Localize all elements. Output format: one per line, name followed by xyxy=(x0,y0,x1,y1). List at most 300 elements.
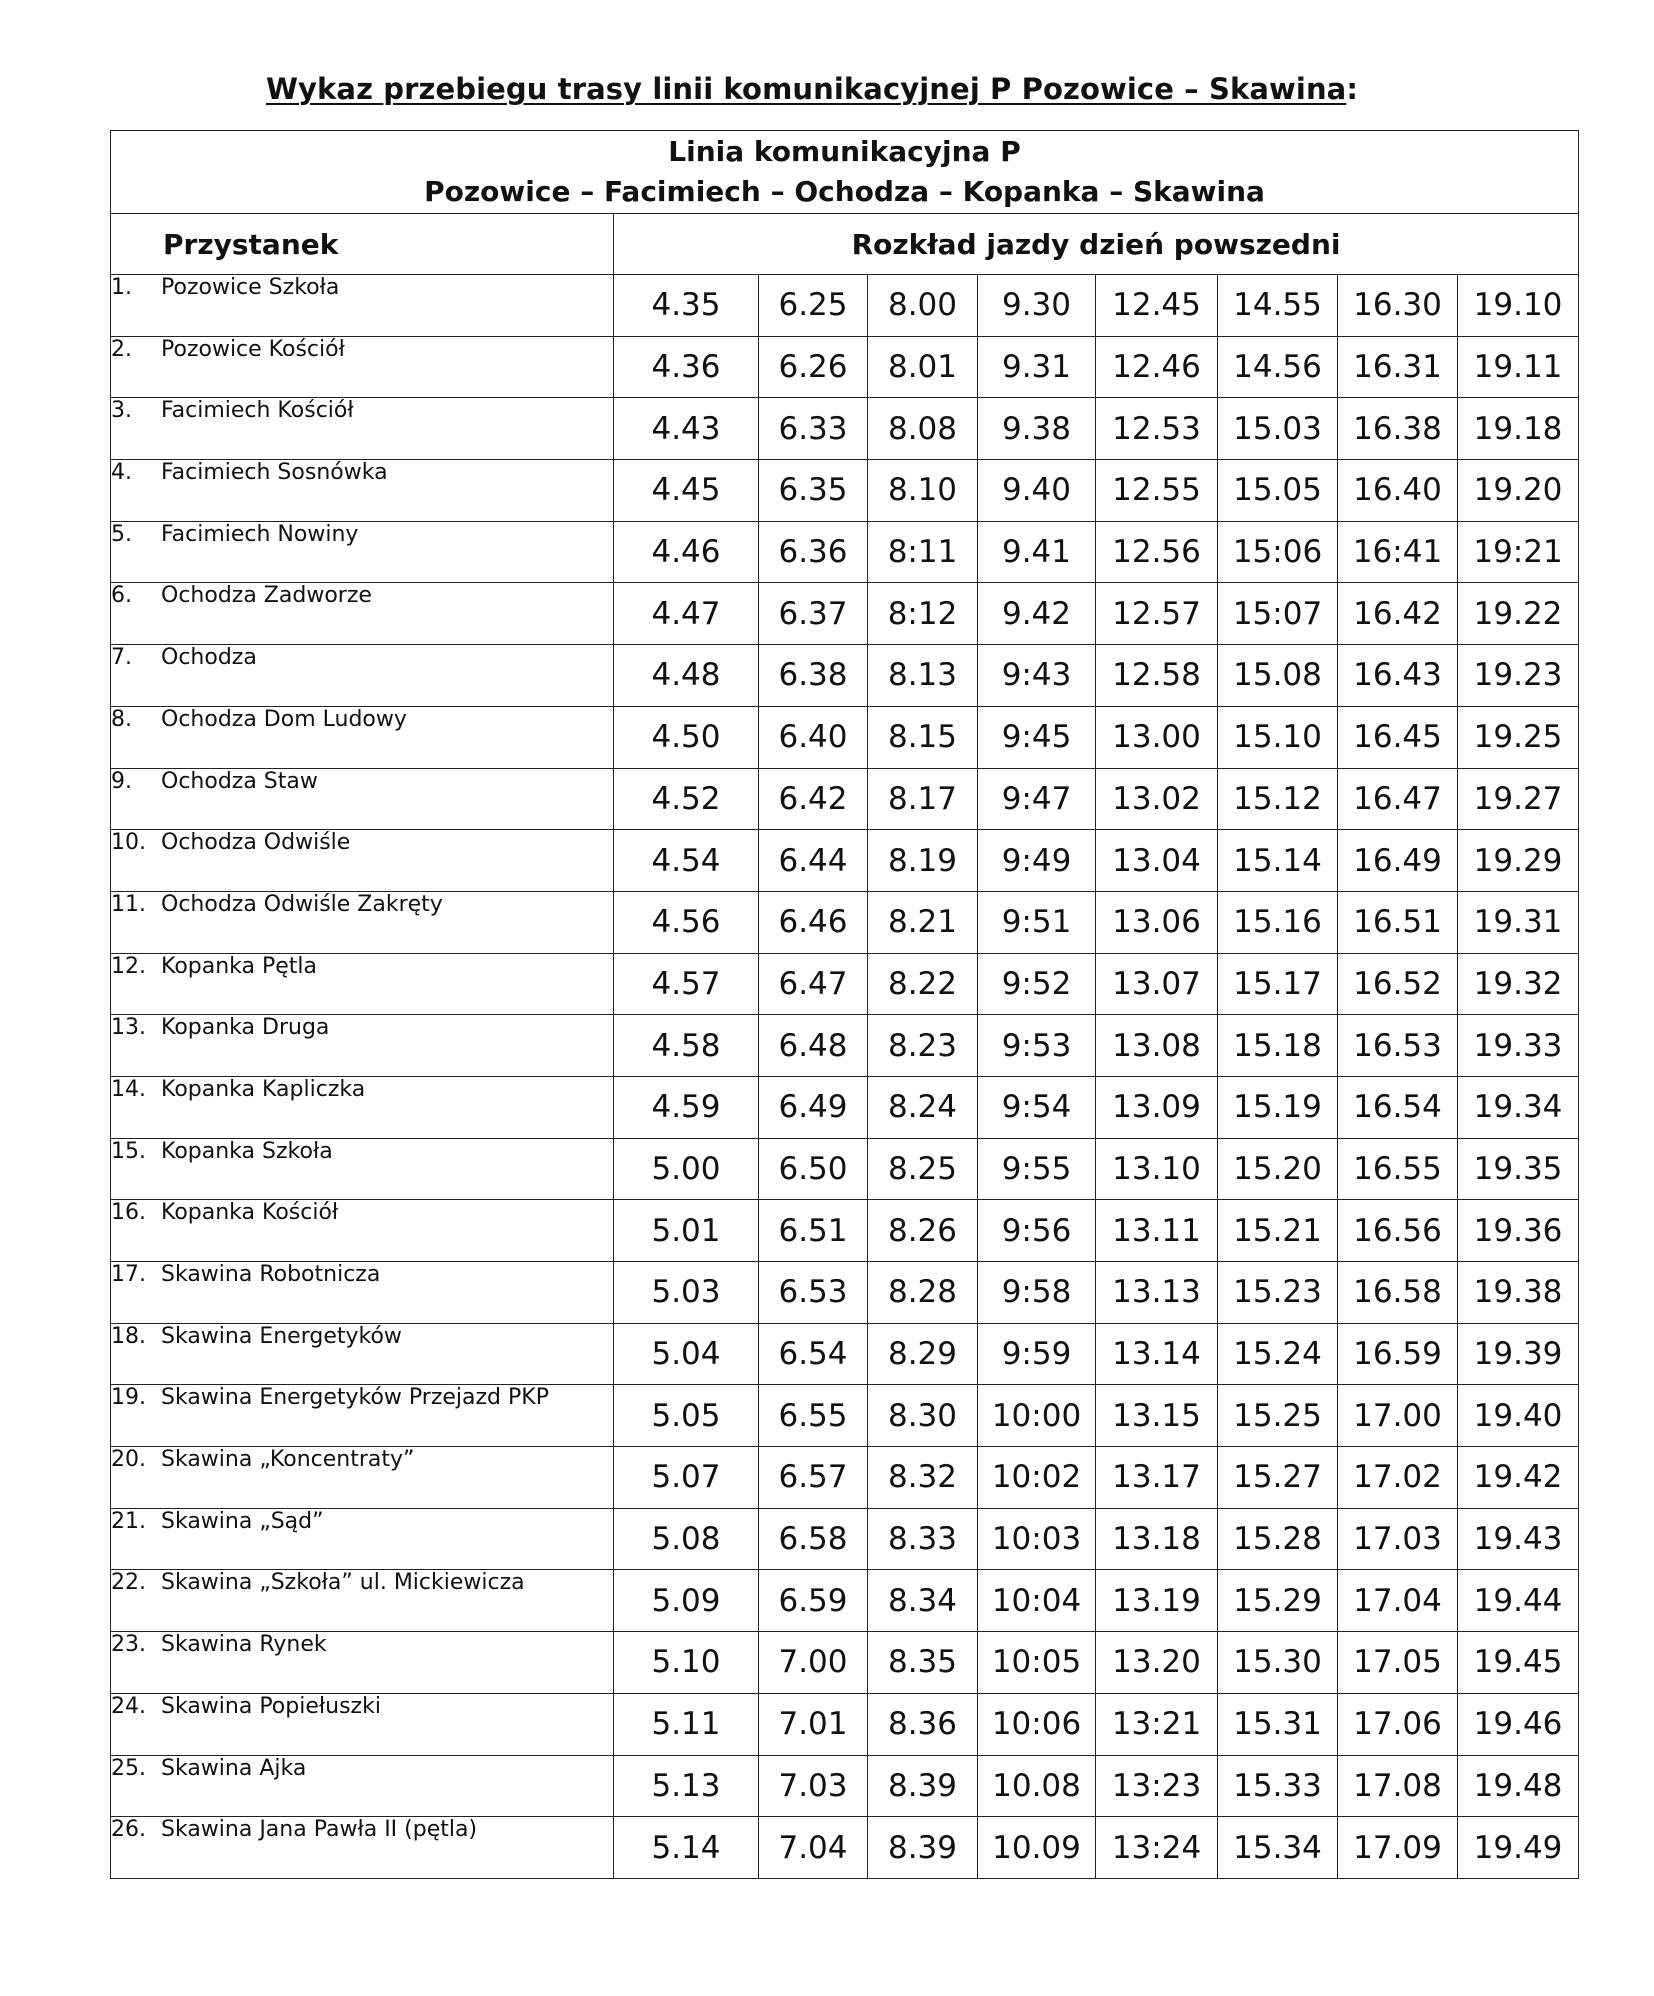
stop-cell xyxy=(111,891,614,953)
departure-time: 19.34 xyxy=(1458,1076,1579,1138)
table-row xyxy=(111,706,1579,768)
departure-time: 17.03 xyxy=(1338,1508,1458,1570)
stop-number: 22. xyxy=(111,1570,146,1596)
stop-number: 13. xyxy=(111,1015,146,1041)
departure-time: 5.04 xyxy=(614,1323,759,1385)
departure-time: 10.08 xyxy=(978,1755,1096,1817)
departure-time: 4.46 xyxy=(614,521,759,583)
table-row xyxy=(111,1447,1579,1509)
departure-time: 9:52 xyxy=(978,953,1096,1015)
departure-time: 6.51 xyxy=(759,1200,868,1262)
departure-time: 13.07 xyxy=(1096,953,1218,1015)
departure-time: 13.11 xyxy=(1096,1200,1218,1262)
stop-name: Pozowice Szkoła xyxy=(161,275,340,300)
departure-time: 8.22 xyxy=(868,953,978,1015)
departure-time: 6.59 xyxy=(759,1570,868,1632)
stop-cell xyxy=(111,275,614,337)
stop-name: Skawina Popiełuszki xyxy=(161,1693,381,1719)
departure-time: 12.45 xyxy=(1096,275,1218,337)
departure-time: 19.29 xyxy=(1458,830,1579,892)
table-row xyxy=(111,1508,1579,1570)
departure-time: 13:24 xyxy=(1096,1817,1218,1879)
departure-time: 15.08 xyxy=(1218,645,1338,707)
departure-time: 4.48 xyxy=(614,645,759,707)
departure-time: 9:47 xyxy=(978,768,1096,830)
document-title-text: Wykaz przebiegu trasy linii komunikacyjnej P Pozowice – Skawina xyxy=(265,72,1347,106)
stop-cell xyxy=(111,1262,614,1324)
departure-time: 6.25 xyxy=(759,275,868,337)
departure-time: 16.58 xyxy=(1338,1262,1458,1324)
departure-time: 16.45 xyxy=(1338,706,1458,768)
stop-cell xyxy=(111,1632,614,1694)
stop-cell xyxy=(111,1755,614,1817)
departure-time: 15.23 xyxy=(1218,1262,1338,1324)
departure-time: 6.53 xyxy=(759,1262,868,1324)
departure-time: 13.00 xyxy=(1096,706,1218,768)
document-title-suffix: : xyxy=(1346,72,1359,106)
stop-cell xyxy=(111,706,614,768)
departure-time: 5.13 xyxy=(614,1755,759,1817)
table-row xyxy=(111,1262,1579,1324)
table-row xyxy=(111,1015,1579,1077)
stop-name: Skawina Ajka xyxy=(161,1755,307,1781)
stop-cell xyxy=(111,1570,614,1632)
departure-time: 19.45 xyxy=(1458,1632,1579,1694)
stop-name: Skawina Energetyków xyxy=(161,1323,402,1349)
departure-time: 4.36 xyxy=(614,336,759,398)
departure-time: 9:51 xyxy=(978,891,1096,953)
departure-time: 19.20 xyxy=(1458,460,1579,522)
departure-time: 4.43 xyxy=(614,398,759,460)
departure-time: 19.36 xyxy=(1458,1200,1579,1262)
departure-time: 4.58 xyxy=(614,1015,759,1077)
table-row xyxy=(111,1076,1579,1138)
stop-cell xyxy=(111,1447,614,1509)
departure-time: 9:58 xyxy=(978,1262,1096,1324)
departure-time: 8.13 xyxy=(868,645,978,707)
departure-time: 9:53 xyxy=(978,1015,1096,1077)
stop-name: Facimiech Nowiny xyxy=(161,521,359,547)
table-row xyxy=(111,1817,1579,1879)
stop-number: 17. xyxy=(111,1262,146,1287)
departure-time: 19.48 xyxy=(1458,1755,1579,1817)
departure-time: 9.31 xyxy=(978,336,1096,398)
stop-name: Kopanka Pętla xyxy=(161,953,318,979)
departure-time: 9.40 xyxy=(978,460,1096,522)
departure-time: 19.27 xyxy=(1458,768,1579,830)
departure-time: 12.55 xyxy=(1096,460,1218,522)
departure-time: 13.17 xyxy=(1096,1447,1218,1509)
departure-time: 19.40 xyxy=(1458,1385,1579,1447)
departure-time: 16.31 xyxy=(1338,336,1458,398)
departure-time: 12.57 xyxy=(1096,583,1218,645)
stop-name: Ochodza Odwiśle Zakręty xyxy=(161,891,443,917)
stop-cell xyxy=(111,1200,614,1262)
departure-time: 19.44 xyxy=(1458,1570,1579,1632)
departure-time: 6.40 xyxy=(759,706,868,768)
departure-time: 8.10 xyxy=(868,460,978,522)
table-row xyxy=(111,645,1579,707)
departure-time: 4.57 xyxy=(614,953,759,1015)
departure-time: 17.00 xyxy=(1338,1385,1458,1447)
departure-time: 8.24 xyxy=(868,1076,978,1138)
departure-time: 10:06 xyxy=(978,1693,1096,1755)
departure-time: 15.16 xyxy=(1218,891,1338,953)
departure-time: 12.53 xyxy=(1096,398,1218,460)
stop-cell xyxy=(111,1138,614,1200)
table-row xyxy=(111,583,1579,645)
departure-time: 6.48 xyxy=(759,1015,868,1077)
timetable-body xyxy=(111,275,1579,1879)
stop-name: Kopanka Druga xyxy=(161,1015,330,1041)
departure-time: 10:03 xyxy=(978,1508,1096,1570)
stop-number: 23. xyxy=(111,1632,146,1658)
departure-time: 15.10 xyxy=(1218,706,1338,768)
departure-time: 9:55 xyxy=(978,1138,1096,1200)
departure-time: 8.32 xyxy=(868,1447,978,1509)
table-row xyxy=(111,1632,1579,1694)
stop-cell xyxy=(111,1076,614,1138)
stop-number: 5. xyxy=(111,521,132,547)
stop-number: 18. xyxy=(111,1323,146,1349)
departure-time: 7.01 xyxy=(759,1693,868,1755)
departure-time: 15.31 xyxy=(1218,1693,1338,1755)
departure-time: 10:02 xyxy=(978,1447,1096,1509)
table-row xyxy=(111,275,1579,337)
table-row xyxy=(111,1200,1579,1262)
stop-cell xyxy=(111,1817,614,1879)
departure-time: 6.50 xyxy=(759,1138,868,1200)
departure-time: 10:00 xyxy=(978,1385,1096,1447)
departure-time: 6.38 xyxy=(759,645,868,707)
stop-name: Skawina Robotnicza xyxy=(161,1262,381,1287)
stop-number: 1. xyxy=(111,275,132,300)
departure-time: 14.55 xyxy=(1218,275,1338,337)
departure-time: 19.32 xyxy=(1458,953,1579,1015)
departure-time: 13.09 xyxy=(1096,1076,1218,1138)
departure-time: 8.29 xyxy=(868,1323,978,1385)
departure-time: 6.57 xyxy=(759,1447,868,1509)
departure-time: 16.43 xyxy=(1338,645,1458,707)
departure-time: 15.30 xyxy=(1218,1632,1338,1694)
stop-name: Ochodza xyxy=(161,645,257,671)
departure-time: 9:56 xyxy=(978,1200,1096,1262)
timetable xyxy=(110,130,1579,1879)
departure-time: 9:49 xyxy=(978,830,1096,892)
stop-name: Skawina Energetyków Przejazd PKP xyxy=(161,1385,549,1411)
departure-time: 5.11 xyxy=(614,1693,759,1755)
departure-time: 19.25 xyxy=(1458,706,1579,768)
departure-time: 15.17 xyxy=(1218,953,1338,1015)
departure-time: 15:06 xyxy=(1218,521,1338,583)
departure-time: 5.09 xyxy=(614,1570,759,1632)
departure-time: 13.14 xyxy=(1096,1323,1218,1385)
departure-time: 9:45 xyxy=(978,706,1096,768)
departure-time: 10.09 xyxy=(978,1817,1096,1879)
departure-time: 8:12 xyxy=(868,583,978,645)
departure-time: 12.58 xyxy=(1096,645,1218,707)
stop-number: 3. xyxy=(111,398,132,424)
stop-cell xyxy=(111,336,614,398)
table-row xyxy=(111,336,1579,398)
stop-cell xyxy=(111,645,614,707)
stop-number: 25. xyxy=(111,1755,146,1781)
departure-time: 16.52 xyxy=(1338,953,1458,1015)
departure-time: 5.10 xyxy=(614,1632,759,1694)
departure-time: 13.04 xyxy=(1096,830,1218,892)
departure-time: 8.30 xyxy=(868,1385,978,1447)
departure-time: 17.08 xyxy=(1338,1755,1458,1817)
stop-name: Ochodza Staw xyxy=(161,768,318,794)
stop-name: Kopanka Kapliczka xyxy=(161,1076,366,1102)
stop-number: 6. xyxy=(111,583,132,609)
departure-time: 16.30 xyxy=(1338,275,1458,337)
departure-time: 19.18 xyxy=(1458,398,1579,460)
stop-number: 20. xyxy=(111,1447,146,1473)
stop-number: 26. xyxy=(111,1817,146,1843)
departure-time: 15.12 xyxy=(1218,768,1338,830)
departure-time: 13:23 xyxy=(1096,1755,1218,1817)
stop-number: 10. xyxy=(111,830,146,856)
departure-time: 15.18 xyxy=(1218,1015,1338,1077)
departure-time: 10:05 xyxy=(978,1632,1096,1694)
stop-name: Skawina Jana Pawła II (pętla) xyxy=(161,1817,478,1843)
stop-number: 12. xyxy=(111,953,146,979)
departure-time: 6.36 xyxy=(759,521,868,583)
departure-time: 6.42 xyxy=(759,768,868,830)
table-row xyxy=(111,1323,1579,1385)
departure-time: 16.38 xyxy=(1338,398,1458,460)
departure-time: 15.34 xyxy=(1218,1817,1338,1879)
departure-time: 8.15 xyxy=(868,706,978,768)
departure-time: 4.52 xyxy=(614,768,759,830)
stop-cell xyxy=(111,1323,614,1385)
departure-time: 15.33 xyxy=(1218,1755,1338,1817)
departure-time: 6.33 xyxy=(759,398,868,460)
stop-name: Skawina Rynek xyxy=(161,1632,327,1658)
stop-number: 19. xyxy=(111,1385,146,1411)
stop-number: 4. xyxy=(111,460,132,486)
stop-name: Pozowice Kościół xyxy=(161,336,345,362)
departure-time: 19.35 xyxy=(1458,1138,1579,1200)
departure-time: 5.01 xyxy=(614,1200,759,1262)
departure-time: 19.38 xyxy=(1458,1262,1579,1324)
departure-time: 15.21 xyxy=(1218,1200,1338,1262)
stop-cell xyxy=(111,830,614,892)
departure-time: 13:21 xyxy=(1096,1693,1218,1755)
departure-time: 8.33 xyxy=(868,1508,978,1570)
table-row xyxy=(111,768,1579,830)
departure-time: 16.40 xyxy=(1338,460,1458,522)
departure-time: 15:07 xyxy=(1218,583,1338,645)
departure-time: 4.35 xyxy=(614,275,759,337)
departure-time: 16.47 xyxy=(1338,768,1458,830)
stop-name: Facimiech Sosnówka xyxy=(161,460,388,486)
departure-time: 15.20 xyxy=(1218,1138,1338,1200)
table-row xyxy=(111,1755,1579,1817)
departure-time: 13.10 xyxy=(1096,1138,1218,1200)
stop-cell xyxy=(111,1508,614,1570)
line-route: Pozowice – Facimiech – Ochodza – Kopanka – Skawina xyxy=(424,175,1265,208)
departure-time: 8.36 xyxy=(868,1693,978,1755)
departure-time: 17.05 xyxy=(1338,1632,1458,1694)
departure-time: 16.59 xyxy=(1338,1323,1458,1385)
departure-time: 6.35 xyxy=(759,460,868,522)
stop-name: Skawina „Sąd” xyxy=(161,1508,324,1534)
departure-time: 8.17 xyxy=(868,768,978,830)
departure-time: 8:11 xyxy=(868,521,978,583)
stop-number: 2. xyxy=(111,336,132,362)
stop-cell xyxy=(111,521,614,583)
departure-time: 13.18 xyxy=(1096,1508,1218,1570)
stop-name: Kopanka Szkoła xyxy=(161,1138,333,1164)
departure-time: 19.10 xyxy=(1458,275,1579,337)
stop-number: 16. xyxy=(111,1200,146,1226)
departure-time: 19.43 xyxy=(1458,1508,1579,1570)
departure-time: 4.50 xyxy=(614,706,759,768)
departure-time: 13.20 xyxy=(1096,1632,1218,1694)
departure-time: 8.28 xyxy=(868,1262,978,1324)
departure-time: 8.00 xyxy=(868,275,978,337)
departure-time: 15.03 xyxy=(1218,398,1338,460)
stop-name: Skawina „Koncentraty” xyxy=(161,1447,415,1473)
table-row xyxy=(111,830,1579,892)
table-row xyxy=(111,460,1579,522)
stop-name: Ochodza Zadworze xyxy=(161,583,372,609)
stop-number: 15. xyxy=(111,1138,146,1164)
departure-time: 19.49 xyxy=(1458,1817,1579,1879)
departure-time: 15.27 xyxy=(1218,1447,1338,1509)
departure-time: 8.26 xyxy=(868,1200,978,1262)
stop-name: Ochodza Dom Ludowy xyxy=(161,706,407,732)
stop-cell xyxy=(111,1015,614,1077)
departure-time: 8.23 xyxy=(868,1015,978,1077)
departure-time: 16.49 xyxy=(1338,830,1458,892)
departure-time: 8.34 xyxy=(868,1570,978,1632)
departure-time: 5.00 xyxy=(614,1138,759,1200)
table-row xyxy=(111,1693,1579,1755)
departure-time: 9.41 xyxy=(978,521,1096,583)
departure-time: 16.56 xyxy=(1338,1200,1458,1262)
stop-number: 8. xyxy=(111,706,132,732)
departure-time: 16:41 xyxy=(1338,521,1458,583)
departure-time: 8.35 xyxy=(868,1632,978,1694)
departure-time: 8.08 xyxy=(868,398,978,460)
departure-time: 19.23 xyxy=(1458,645,1579,707)
departure-time: 16.51 xyxy=(1338,891,1458,953)
column-header-stop: Przystanek xyxy=(111,214,614,275)
stop-number: 21. xyxy=(111,1508,146,1534)
departure-time: 9.42 xyxy=(978,583,1096,645)
stop-cell xyxy=(111,768,614,830)
stop-name: Ochodza Odwiśle xyxy=(161,830,351,856)
departure-time: 13.15 xyxy=(1096,1385,1218,1447)
departure-time: 8.19 xyxy=(868,830,978,892)
departure-time: 9.38 xyxy=(978,398,1096,460)
departure-time: 6.46 xyxy=(759,891,868,953)
departure-time: 9:43 xyxy=(978,645,1096,707)
departure-time: 8.39 xyxy=(868,1817,978,1879)
departure-time: 6.47 xyxy=(759,953,868,1015)
departure-time: 16.42 xyxy=(1338,583,1458,645)
stop-number: 9. xyxy=(111,768,132,794)
departure-time: 12.46 xyxy=(1096,336,1218,398)
departure-time: 13.19 xyxy=(1096,1570,1218,1632)
departure-time: 6.26 xyxy=(759,336,868,398)
departure-time: 5.05 xyxy=(614,1385,759,1447)
departure-time: 4.56 xyxy=(614,891,759,953)
departure-time: 7.00 xyxy=(759,1632,868,1694)
stop-name: Skawina „Szkoła” ul. Mickiewicza xyxy=(161,1570,525,1596)
table-row xyxy=(111,1385,1579,1447)
stop-cell xyxy=(111,583,614,645)
departure-time: 4.47 xyxy=(614,583,759,645)
departure-time: 19.39 xyxy=(1458,1323,1579,1385)
departure-time: 9:59 xyxy=(978,1323,1096,1385)
line-name: Linia komunikacyjna P xyxy=(668,135,1021,168)
table-row xyxy=(111,891,1579,953)
stop-name: Facimiech Kościół xyxy=(161,398,354,424)
stop-number: 14. xyxy=(111,1076,146,1102)
departure-time: 13.06 xyxy=(1096,891,1218,953)
departure-time: 5.07 xyxy=(614,1447,759,1509)
table-row xyxy=(111,521,1579,583)
departure-time: 7.03 xyxy=(759,1755,868,1817)
departure-time: 5.03 xyxy=(614,1262,759,1324)
departure-time: 13.13 xyxy=(1096,1262,1218,1324)
departure-time: 16.53 xyxy=(1338,1015,1458,1077)
departure-time: 19.46 xyxy=(1458,1693,1579,1755)
table-row xyxy=(111,398,1579,460)
departure-time: 19.42 xyxy=(1458,1447,1579,1509)
departure-time: 9:54 xyxy=(978,1076,1096,1138)
departure-time: 13.02 xyxy=(1096,768,1218,830)
column-header-times: Rozkład jazdy dzień powszedni xyxy=(614,214,1579,275)
departure-time: 6.54 xyxy=(759,1323,868,1385)
departure-time: 4.54 xyxy=(614,830,759,892)
stop-cell xyxy=(111,398,614,460)
stop-cell xyxy=(111,953,614,1015)
departure-time: 9.30 xyxy=(978,275,1096,337)
stop-number: 24. xyxy=(111,1693,146,1719)
departure-time: 15.29 xyxy=(1218,1570,1338,1632)
departure-time: 5.14 xyxy=(614,1817,759,1879)
departure-time: 5.08 xyxy=(614,1508,759,1570)
departure-time: 6.58 xyxy=(759,1508,868,1570)
departure-time: 19:21 xyxy=(1458,521,1579,583)
departure-time: 19.22 xyxy=(1458,583,1579,645)
departure-time: 8.01 xyxy=(868,336,978,398)
stop-cell xyxy=(111,1385,614,1447)
stop-number: 7. xyxy=(111,645,132,671)
table-row xyxy=(111,953,1579,1015)
departure-time: 12.56 xyxy=(1096,521,1218,583)
stop-cell xyxy=(111,1693,614,1755)
departure-time: 15.24 xyxy=(1218,1323,1338,1385)
departure-time: 15.25 xyxy=(1218,1385,1338,1447)
line-header xyxy=(111,131,1579,214)
departure-time: 4.45 xyxy=(614,460,759,522)
stop-cell xyxy=(111,460,614,522)
departure-time: 6.55 xyxy=(759,1385,868,1447)
departure-time: 17.06 xyxy=(1338,1693,1458,1755)
departure-time: 10:04 xyxy=(978,1570,1096,1632)
document-title xyxy=(0,72,1624,106)
departure-time: 4.59 xyxy=(614,1076,759,1138)
departure-time: 6.49 xyxy=(759,1076,868,1138)
departure-time: 6.37 xyxy=(759,583,868,645)
table-row xyxy=(111,1138,1579,1200)
